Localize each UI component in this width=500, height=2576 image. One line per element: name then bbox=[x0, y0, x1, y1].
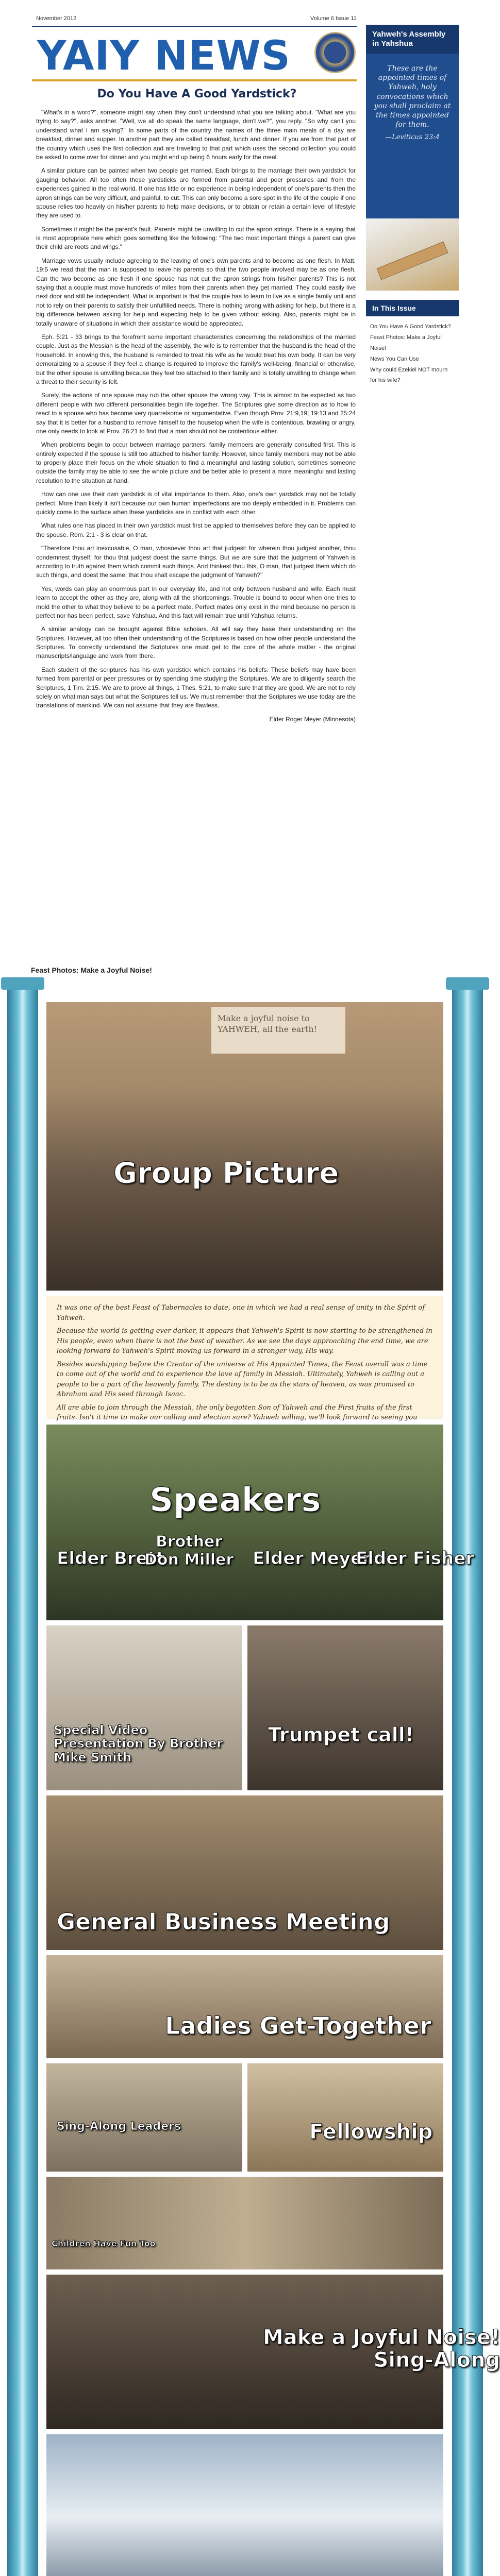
speaker-name: Elder Brett bbox=[57, 1548, 165, 1569]
quote-text: These are the appointed times of Yahweh, holy convocations which you shall proclaim at the times appointed for them. bbox=[374, 64, 451, 129]
children-photo-strip bbox=[46, 2177, 443, 2269]
business-meeting-label: General Business Meeting bbox=[57, 1909, 390, 1935]
article-paragraph: Surely, the actions of one spouse may rub the other spouse the wrong way. This is almost to be expected as two different people with two different personalities begin life together. The Scriptures give some direction as to how to react to a spouse who has become very quarrelsome or argumentative. Even though Prov. 21:9,19; 19:13 and 25:24 say that it is better for a husband to remove himself to the housetop when the wife is contentious, brawling or angry, one only needs to look at Prov. 26:21 to find that a man should not be contentious either. bbox=[36, 392, 356, 435]
feast-summary-paragraph: Because the world is getting ever darker, it appears that Yahweh's Spirit is now starting to be strengthened in His people, even when there is not the best of weather. As we see the days approaching the end time, we are looking forward to Yahweh's Spirit moving us forward in a stronger way, His way. bbox=[57, 1327, 432, 1355]
article-paragraph: What rules one has placed in their own yardstick must first be applied to themselves before they can be applied to the spouse. Rom. 2:1 - 3 is clear on that. bbox=[36, 522, 356, 538]
toc-item[interactable]: Feast Photos: Make a Joyful Noise! bbox=[370, 334, 442, 351]
feast-photo-page bbox=[0, 966, 500, 2576]
pillar-capital bbox=[1, 977, 44, 990]
feast-summary-paragraph: All are able to join through the Messiah, the only begotten Son of Yahweh and the First fruits of the first fruits. Isn't it time to make our calling and election sure? Yahweh willing, we'll look forward to seeing you bbox=[57, 1403, 418, 1421]
speaker-name: Elder Fisher bbox=[356, 1548, 475, 1569]
gold-divider bbox=[32, 79, 357, 81]
sidebar-quote bbox=[366, 54, 459, 218]
article-paragraph: Sometimes it might be the parent's fault. Parents might be unwilling to cut the apron strings. There is a saying that is most appropriate here which goes something like the following: "The two most important things a parent can give their child are roots and wings." bbox=[36, 225, 356, 251]
stage-photo bbox=[46, 2434, 443, 2576]
article-paragraph: "What's in a word?", someone might say when they don't understand what you are talking about. "What are you trying to say?", asks another. "Well, we all do speak the same language, don't we?", you reply. "So why can't you understand what I am saying?" In some parts of the country the names of the three main meals of a day are breakfast, dinner and supper. In another part they are called breakfast, lunch and dinner. If you are from that part of the country which uses the first collection and are traveling to that part which uses the second collection you could be asked to come over for dinner and you might end up being 6 hours early for the meal. bbox=[36, 109, 356, 161]
yardstick-icon bbox=[377, 242, 448, 280]
toc-item[interactable]: Why could Ezekiel NOT mourn for his wife? bbox=[370, 366, 448, 384]
article-paragraph: A similar picture can be painted when two people get married. Each brings to the marriage their own yardstick for gauging behavior. All too often these yardsticks are formed from parental and peer pressures and from the experiences gained in the real world. If one has little or no experience in being independent of one's parents then the apron strings can be very difficult, and painful, to cut. This can only become a sore spot in the life of the couple if one spouse relies too heavily on his/her parents to help make decisions, or to obtain or retain a certain level of lifestyle they are used to. bbox=[36, 167, 356, 219]
masthead-title: YAIY NEWS bbox=[37, 33, 291, 79]
article-paragraph: How can one use their own yardstick is of vital importance to them. Also, one's own yardstick may not be totally perfect. More than likely it isn't because our own human imperfections are too deeply embedded in it. Problems can quickly come to the surface when these yardsticks are in conflict with each other. bbox=[36, 490, 356, 516]
joyful-noise-sign: Make a joyful noise to YAHWEH, all the earth! bbox=[211, 1007, 345, 1054]
yardstick-image bbox=[366, 218, 459, 291]
article-paragraph: "Therefore thou art inexcusable, O man, whosoever thou art that judgest: for wherein thou judgest another, thou condemnest thyself; for thou that judgest doest the same things. But we are sure that the judgment of Yahweh is according to truth against them which commit such things. And thinkest thou this, O man, that judgest them which do such things, and doest the same, that thou shalt escape the judgment of Yahweh?" bbox=[36, 545, 356, 579]
assembly-seal-icon bbox=[314, 32, 356, 73]
masthead-rule bbox=[32, 26, 357, 27]
article-headline: Do You Have A Good Yardstick? bbox=[97, 88, 297, 100]
pillar-capital bbox=[446, 977, 489, 990]
table-of-contents bbox=[366, 316, 459, 391]
singalong-leaders-photo bbox=[46, 2063, 242, 2172]
joyful-line-1: Make a Joyful Noise! bbox=[263, 2326, 500, 2349]
sidebar bbox=[366, 25, 459, 391]
fellowship-photo bbox=[247, 2063, 443, 2172]
feast-summary bbox=[46, 1296, 443, 1419]
fellowship-label: Fellowship bbox=[309, 2120, 433, 2144]
children-label: Children Have Fun Too bbox=[52, 2239, 156, 2248]
ladies-photo bbox=[46, 1955, 443, 2058]
feast-photos-caption: Feast Photos: Make a Joyful Noise! bbox=[31, 966, 152, 974]
issue-meta bbox=[32, 15, 459, 26]
feast-summary-paragraph: Besides worshipping before the Creator of the universe at His Appointed Times, the Feast overall was a time to come out of the world and to experience the love of family in Messiah. Ultimately, Yahweh is calling out a people to be a part of the heavenly family. The destiny is to be as the stars of heaven, as was promised to Abraham and His seed through Isaac. bbox=[57, 1360, 428, 1398]
ladies-label: Ladies Get-Together bbox=[165, 2012, 431, 2040]
video-presentation-label: Special Video Presentation By Brother Mike Smith bbox=[54, 1723, 223, 1765]
article-paragraph: Marriage vows usually include agreeing to the leaving of one's own parents and to become as one flesh. In Matt. 19:5 we read that the man is supposed to leave his parents so that the two people involved may be as one flesh. Can the two become as one flesh if one spouse has not cut the apron strings from his/her parents? This is not saying that a couple must move hundreds of miles from their parents when they get married. They could easily live next door and still be independent. What is important is that the couple has to learn to live as a single family unit and not to rely on their parents to satisfy their unfulfilled needs. There is nothing wrong with asking for help, but there is a big difference between asking for help and expecting help to be given without asking. Also, parents might be in totally unaware of situations in which their assistance would be appreciated. bbox=[36, 257, 356, 327]
joyful-line-2: Sing-Along bbox=[373, 2348, 500, 2372]
toc-item[interactable]: News You Can Use bbox=[370, 355, 419, 362]
article-paragraph: Eph. 5:21 - 33 brings to the forefront some important characteristics concerning the relationships of the married couple. Just as the Messiah is the head of the assembly, the wife is to remember that the husband is the head of the household. In knowing this, the husband is reminded to treat his wife as he would treat his own body. It can be very demoralizing to a spouse if they feel a change is required to improve the family's well-being, financial or otherwise, but the other spouse is unwilling because they feel too attached to their family and is totally unwilling to change when a threat to their security is felt. bbox=[36, 333, 356, 385]
article-paragraph: A similar analogy can be brought against Bible scholars. All will say they base their understanding on the Scriptures. However, all too often their understanding of the Scriptures is based on how other people understand the Scriptures. To correctly understand the Scriptures one must get to the core of the whole matter - the original manuscripts/language and work from there. bbox=[36, 625, 356, 660]
trumpet-label: Trumpet call! bbox=[268, 1723, 414, 1746]
joyful-noise-label bbox=[263, 2326, 500, 2371]
issue-date: November 2012 bbox=[36, 15, 77, 22]
speakers-photo bbox=[46, 1425, 475, 1620]
article-body bbox=[36, 108, 356, 724]
quote-reference: —Leviticus 23:4 bbox=[385, 133, 440, 142]
left-pillar bbox=[7, 987, 38, 2576]
in-this-issue-heading: In This Issue bbox=[366, 300, 459, 316]
article-signature: Elder Roger Meyer (Minnesota) bbox=[269, 715, 356, 723]
toc-item[interactable]: Do You Have A Good Yardstick? bbox=[370, 324, 451, 330]
speaker-title: Brother bbox=[156, 1533, 223, 1551]
group-picture-photo bbox=[46, 1002, 443, 1291]
business-meeting-photo bbox=[46, 1795, 443, 1950]
speakers-label: Speakers bbox=[149, 1481, 321, 1519]
singalong-leaders-label: Sing-Along Leaders bbox=[57, 2120, 181, 2133]
trumpet-photo bbox=[247, 1625, 443, 1790]
sidebar-title: Yahweh's Assembly in Yahshua bbox=[366, 25, 459, 54]
article-paragraph: Each student of the scriptures has his own yardstick which contains his beliefs. These beliefs may have been formed from parental or peer pressures or by spending time studying the Scriptures. We are to diligently search the Scriptures, 1 Tim. 2:15. We are to prove all things, 1 Thes. 5:21, to make sure that they are good. We are not to rely solely on what man says but what the Scriptures tell us. We must remember that the Scriptures we use today are the translations of mankind. We can not assume that they are flawless. bbox=[36, 666, 356, 709]
video-presentation-photo bbox=[46, 1625, 242, 1790]
newsletter-page bbox=[32, 15, 459, 723]
article-paragraph: Yes, words can play an enormous part in our everyday life, and not only between husband and wife. Each must learn to accept the other as they are, along with all the shortcomings. Trouble is bound to occur when one tries to mold the other to what they believe to be a perfect mate. Perfect mates only exist in the mind because no person is perfect nor has been perfect, save Yahshua. And this fact will remain true until Yahshua returns. bbox=[36, 585, 356, 619]
speaker-name: Elder Meyer bbox=[253, 1548, 371, 1569]
issue-volume: Volume 6 Issue 11 bbox=[310, 15, 357, 22]
speaker-surname: Don Miller bbox=[144, 1551, 234, 1569]
speaker-name bbox=[144, 1533, 234, 1569]
group-picture-label: Group Picture bbox=[113, 1157, 339, 1190]
article-paragraph: When problems begin to occur between marriage partners, family members are generally consulted first. This is entirely expected if the spouse is still too attached to his/her family. However, since family members may not be able to properly place their focus on the whole situation to find a meaningful and lasting solution, sometimes someone outside the family may be able to see the whole picture and be better able to present a more meaningful and lasting resolution to the situation at hand. bbox=[36, 441, 356, 484]
feast-summary-paragraph: It was one of the best Feast of Tabernacles to date, one in which we had a real sense of unity in the Spirit of Yahweh. bbox=[57, 1304, 425, 1322]
joyful-noise-photo bbox=[46, 2275, 500, 2429]
